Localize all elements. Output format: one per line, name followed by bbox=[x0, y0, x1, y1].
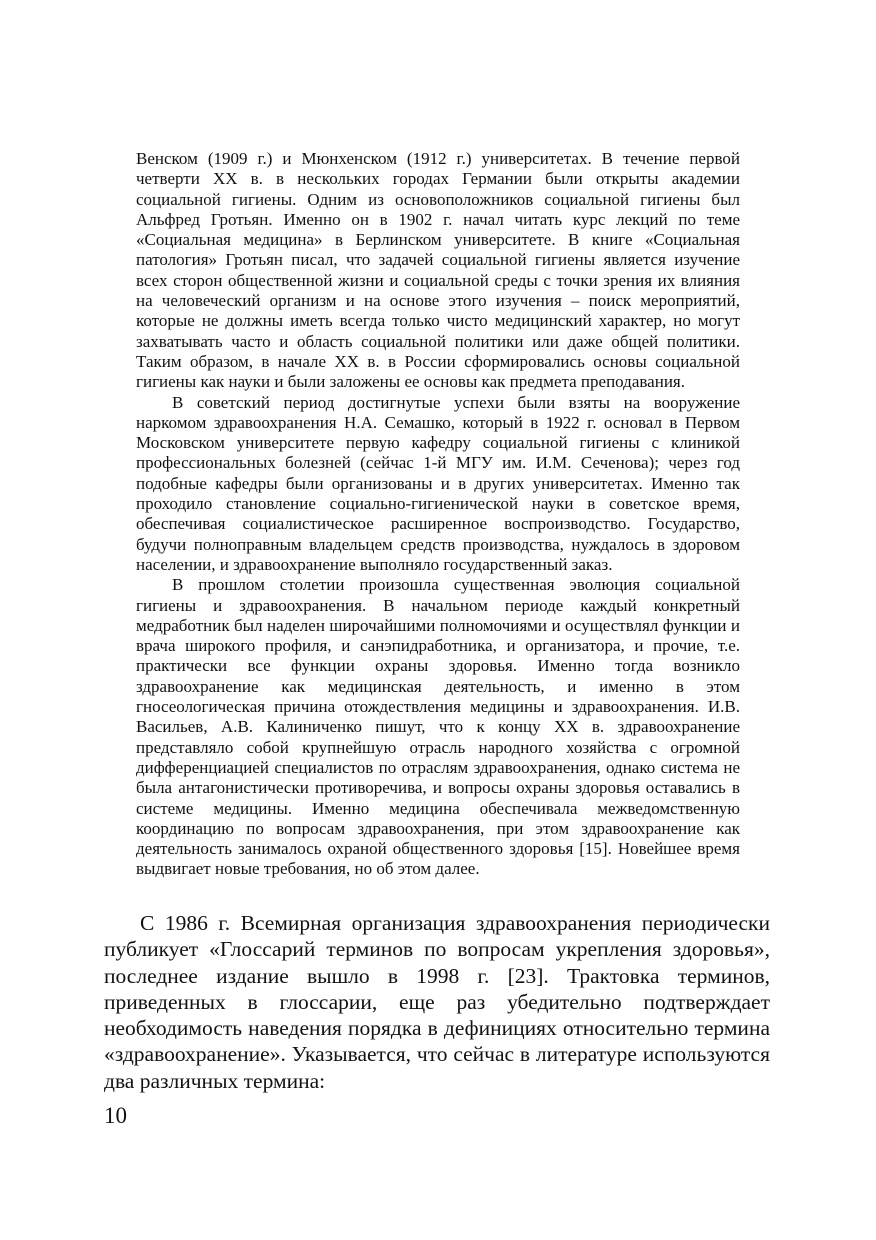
paragraph-who-glossary: С 1986 г. Всемирная организация здравоохранения периодически публикует «Глоссарий терминов по вопросам укрепления здоровья», последнее издание вышло в 1998 г. [23]. Трактовка терминов, приведенных в глоссарии, еще раз убедительно подтверждает необходимость наведения порядка в дефинициях относительно термина «здравоохранение». Указывается, что сейчас в литературе используются два различных термина: bbox=[104, 911, 770, 1093]
main-text-block bbox=[104, 910, 770, 1094]
paragraph-social-hygiene-history: Венском (1909 г.) и Мюнхенском (1912 г.) университетах. В течение первой четверти XX в. в нескольких городах Германии были открыты академии социальной гигиены. Одним из основоположников социальной гигиены был Альфред Гротьян. Именно он в 1902 г. начал читать курс лекций по теме «Социальная медицина» в Берлинском университете. В книге «Социальная патология» Гротьян писал, что задачей социальной гигиены является изучение всех сторон общественной жизни и социальной среды с точки зрения их влияния на человеческий организм и на основе этого изучения – поиск мероприятий, которые не должны иметь всегда только чисто медицинский характер, но могут захватывать часто и область социальной политики или даже общей политики. Таким образом, в начале XX в. в России сформировались основы социальной гигиены как науки и были заложены ее основы как предмета преподавания. bbox=[136, 149, 740, 392]
paragraph-soviet-period: В советский период достигнутые успехи были взяты на вооружение наркомом здравоохранения Н.А. Семашко, который в 1922 г. основал в Первом Московском университете первую кафедру социальной гигиены с клиникой профессиональных болезней (сейчас 1-й МГУ им. И.М. Сеченова); через год подобные кафедры были организованы и в других университетах. Именно так проходило становление социально-гигиенической науки в советское время, обеспечивая социалистическое расширенное воспроизводство. Государство, будучи полноправным владельцем средств производства, нуждалось в здоровом населении, и здравоохранение выполняло государственный заказ. bbox=[136, 392, 740, 574]
page-number: 10 bbox=[104, 1103, 127, 1128]
paragraph-evolution-of-healthcare: В прошлом столетии произошла существенная эволюция социальной гигиены и здравоохранения. В начальном периоде каждый конкретный медработник был наделен широчайшими полномочиями и осуществлял функции и врача широкого профиля, и санэпидработника, и организатора, и прочие, т.е. практически все функции охраны здоровья. Именно тогда возникло здравоохранение как медицинская деятельность, и именно в этом гносеологическая причина отождествления медицины и здравоохранения. И.В. Васильев, А.В. Калиниченко пишут, что к концу XX в. здравоохранение представляло собой крупнейшую отрасль народного хозяйства с огромной дифференциацией специалистов по отраслям здравоохранения, однако система не была антагонистически противоречива, и вопросы охраны здоровья оставались в системе медицины. Именно медицина обеспечивала межведомственную координацию по вопросам здравоохранения, при этом здравоохранение как деятельность занималось охраной общественного здоровья [15]. Новейшее время выдвигает новые требования, но об этом далее. bbox=[136, 575, 740, 879]
small-print-text-block bbox=[136, 149, 740, 880]
